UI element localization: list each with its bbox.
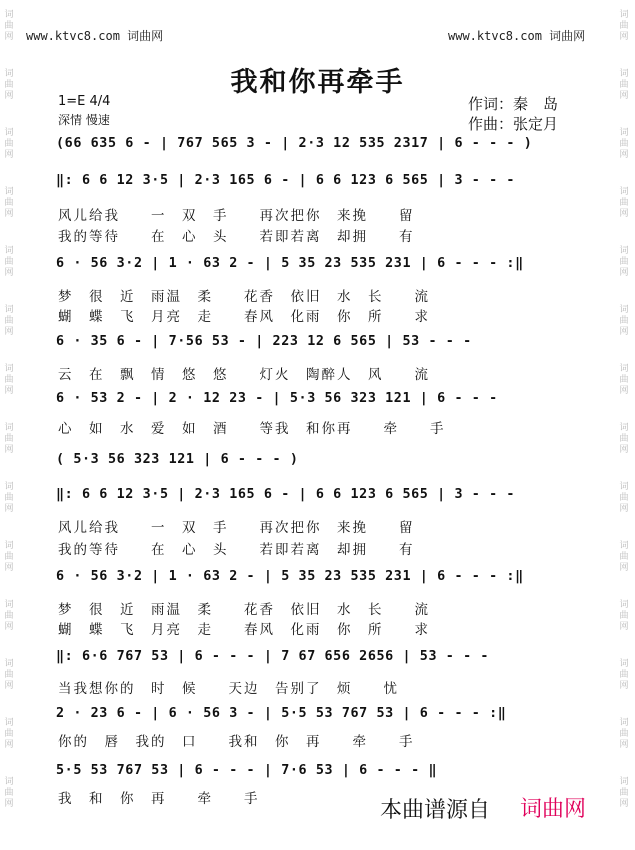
watermark-group: 词 曲 网 [4,777,14,809]
song-title: 我和你再牵手 [230,67,405,98]
watermark-group: 词 曲 网 [619,659,629,691]
lyric-line: 我的等待 在 心 头 若即若离 却拥 有 [58,229,415,245]
watermark-group: 词 曲 网 [4,69,14,101]
site-url-left[interactable]: www.ktvc8.com 词曲网 [26,29,164,43]
watermark-group: 词 曲 网 [4,482,14,514]
lyric-line: 蝴 蝶 飞 月亮 走 春风 化雨 你 所 求 [58,622,430,638]
tempo-marking: 深情 慢速 [58,113,110,127]
lyric-line: 我 和 你 再 牵 手 [58,791,260,807]
lyric-line: 我的等待 在 心 头 若即若离 却拥 有 [58,542,415,558]
watermark-group: 词 曲 网 [4,10,14,42]
score-row [56,757,586,787]
score-row [56,250,586,280]
watermark-group: 词 曲 网 [619,69,629,101]
watermark-left [2,10,16,836]
notation-line: 2 · 23 6 - | 6 · 56 3 - | 5·5 53 767 53 | 6 - - - :‖ [56,706,507,721]
watermark-group: 词 曲 网 [619,423,629,455]
score-row [56,700,586,730]
notation-line: ( 5·3 56 323 121 | 6 - - - ) [56,452,299,467]
notation-line: 6 · 35 6 - | 7·56 53 - | 223 12 6 565 | 53 - - - [56,334,472,349]
watermark-group: 词 曲 网 [4,600,14,632]
source-brand-link[interactable]: 词曲网 [520,797,587,822]
source-label: 本曲谱源自 [380,798,491,823]
watermark-group: 词 曲 网 [4,128,14,160]
site-url-right[interactable]: www.ktvc8.com 词曲网 [448,29,586,43]
lyric-line: 你的 唇 我的 口 我和 你 再 牵 手 [58,734,415,750]
lyric-line: 蝴 蝶 飞 月亮 走 春风 化雨 你 所 求 [58,309,430,325]
watermark-group: 词 曲 网 [4,187,14,219]
notation-line: 6 · 56 3·2 | 1 · 63 2 - | 5 35 23 535 231 | 6 - - - :‖ [56,256,524,271]
lyric-line: 风儿给我 一 双 手 再次把你 来挽 留 [58,208,415,224]
watermark-group: 词 曲 网 [4,305,14,337]
notation-line: (66 635 6 - | 767 565 3 - | 2·3 12 535 2317 | 6 - - - ) [56,136,533,151]
watermark-group: 词 曲 网 [619,718,629,750]
watermark-group: 词 曲 网 [619,600,629,632]
score-row [56,130,586,160]
notation-line: ‖: 6 6 12 3·5 | 2·3 165 6 - | 6 6 123 6 565 | 3 - - - [56,173,516,188]
notation-line: 5·5 53 767 53 | 6 - - - | 7·6 53 | 6 - - - ‖ [56,763,438,778]
score-row [56,385,586,415]
key-meter: 1=E 4/4 [58,94,111,109]
watermark-group: 词 曲 网 [619,777,629,809]
watermark-group: 词 曲 网 [4,541,14,573]
watermark-group: 词 曲 网 [619,541,629,573]
notation-line: 6 · 56 3·2 | 1 · 63 2 - | 5 35 23 535 231 | 6 - - - :‖ [56,569,524,584]
lyric-line: 梦 很 近 雨温 柔 花香 依旧 水 长 流 [58,289,430,305]
lyric-line: 当我想你的 时 候 天边 告别了 烦 忧 [58,681,399,697]
watermark-group: 词 曲 网 [4,364,14,396]
watermark-group: 词 曲 网 [619,364,629,396]
score-row [56,167,586,197]
watermark-right [617,10,631,836]
score-row [56,563,586,593]
lyric-line: 梦 很 近 雨温 柔 花香 依旧 水 长 流 [58,602,430,618]
watermark-group: 词 曲 网 [619,128,629,160]
watermark-group: 词 曲 网 [4,659,14,691]
notation-line: ‖: 6·6 767 53 | 6 - - - | 7 67 656 2656 | 53 - - - [56,649,490,664]
notation-line: 6 · 53 2 - | 2 · 12 23 - | 5·3 56 323 121 | 6 - - - [56,391,498,406]
watermark-group: 词 曲 网 [619,482,629,514]
watermark-group: 词 曲 网 [4,423,14,455]
watermark-group: 词 曲 网 [619,246,629,278]
lyricist-credit: 作词：秦 岛 [468,95,559,113]
lyric-line: 风儿给我 一 双 手 再次把你 来挽 留 [58,520,415,536]
lyric-line: 心 如 水 爱 如 酒 等我 和你再 牵 手 [58,421,446,437]
score-row [56,481,586,511]
watermark-group: 词 曲 网 [619,305,629,337]
score-row [56,643,586,673]
notation-line: ‖: 6 6 12 3·5 | 2·3 165 6 - | 6 6 123 6 565 | 3 - - - [56,487,516,502]
watermark-group: 词 曲 网 [4,718,14,750]
score-row [56,446,586,476]
composer-credit: 作曲：张定月 [468,115,559,133]
watermark-group: 词 曲 网 [4,246,14,278]
watermark-group: 词 曲 网 [619,10,629,42]
score-row [56,328,586,358]
watermark-group: 词 曲 网 [619,187,629,219]
lyric-line: 云 在 飘 情 悠 悠 灯火 陶醉人 风 流 [58,367,430,383]
